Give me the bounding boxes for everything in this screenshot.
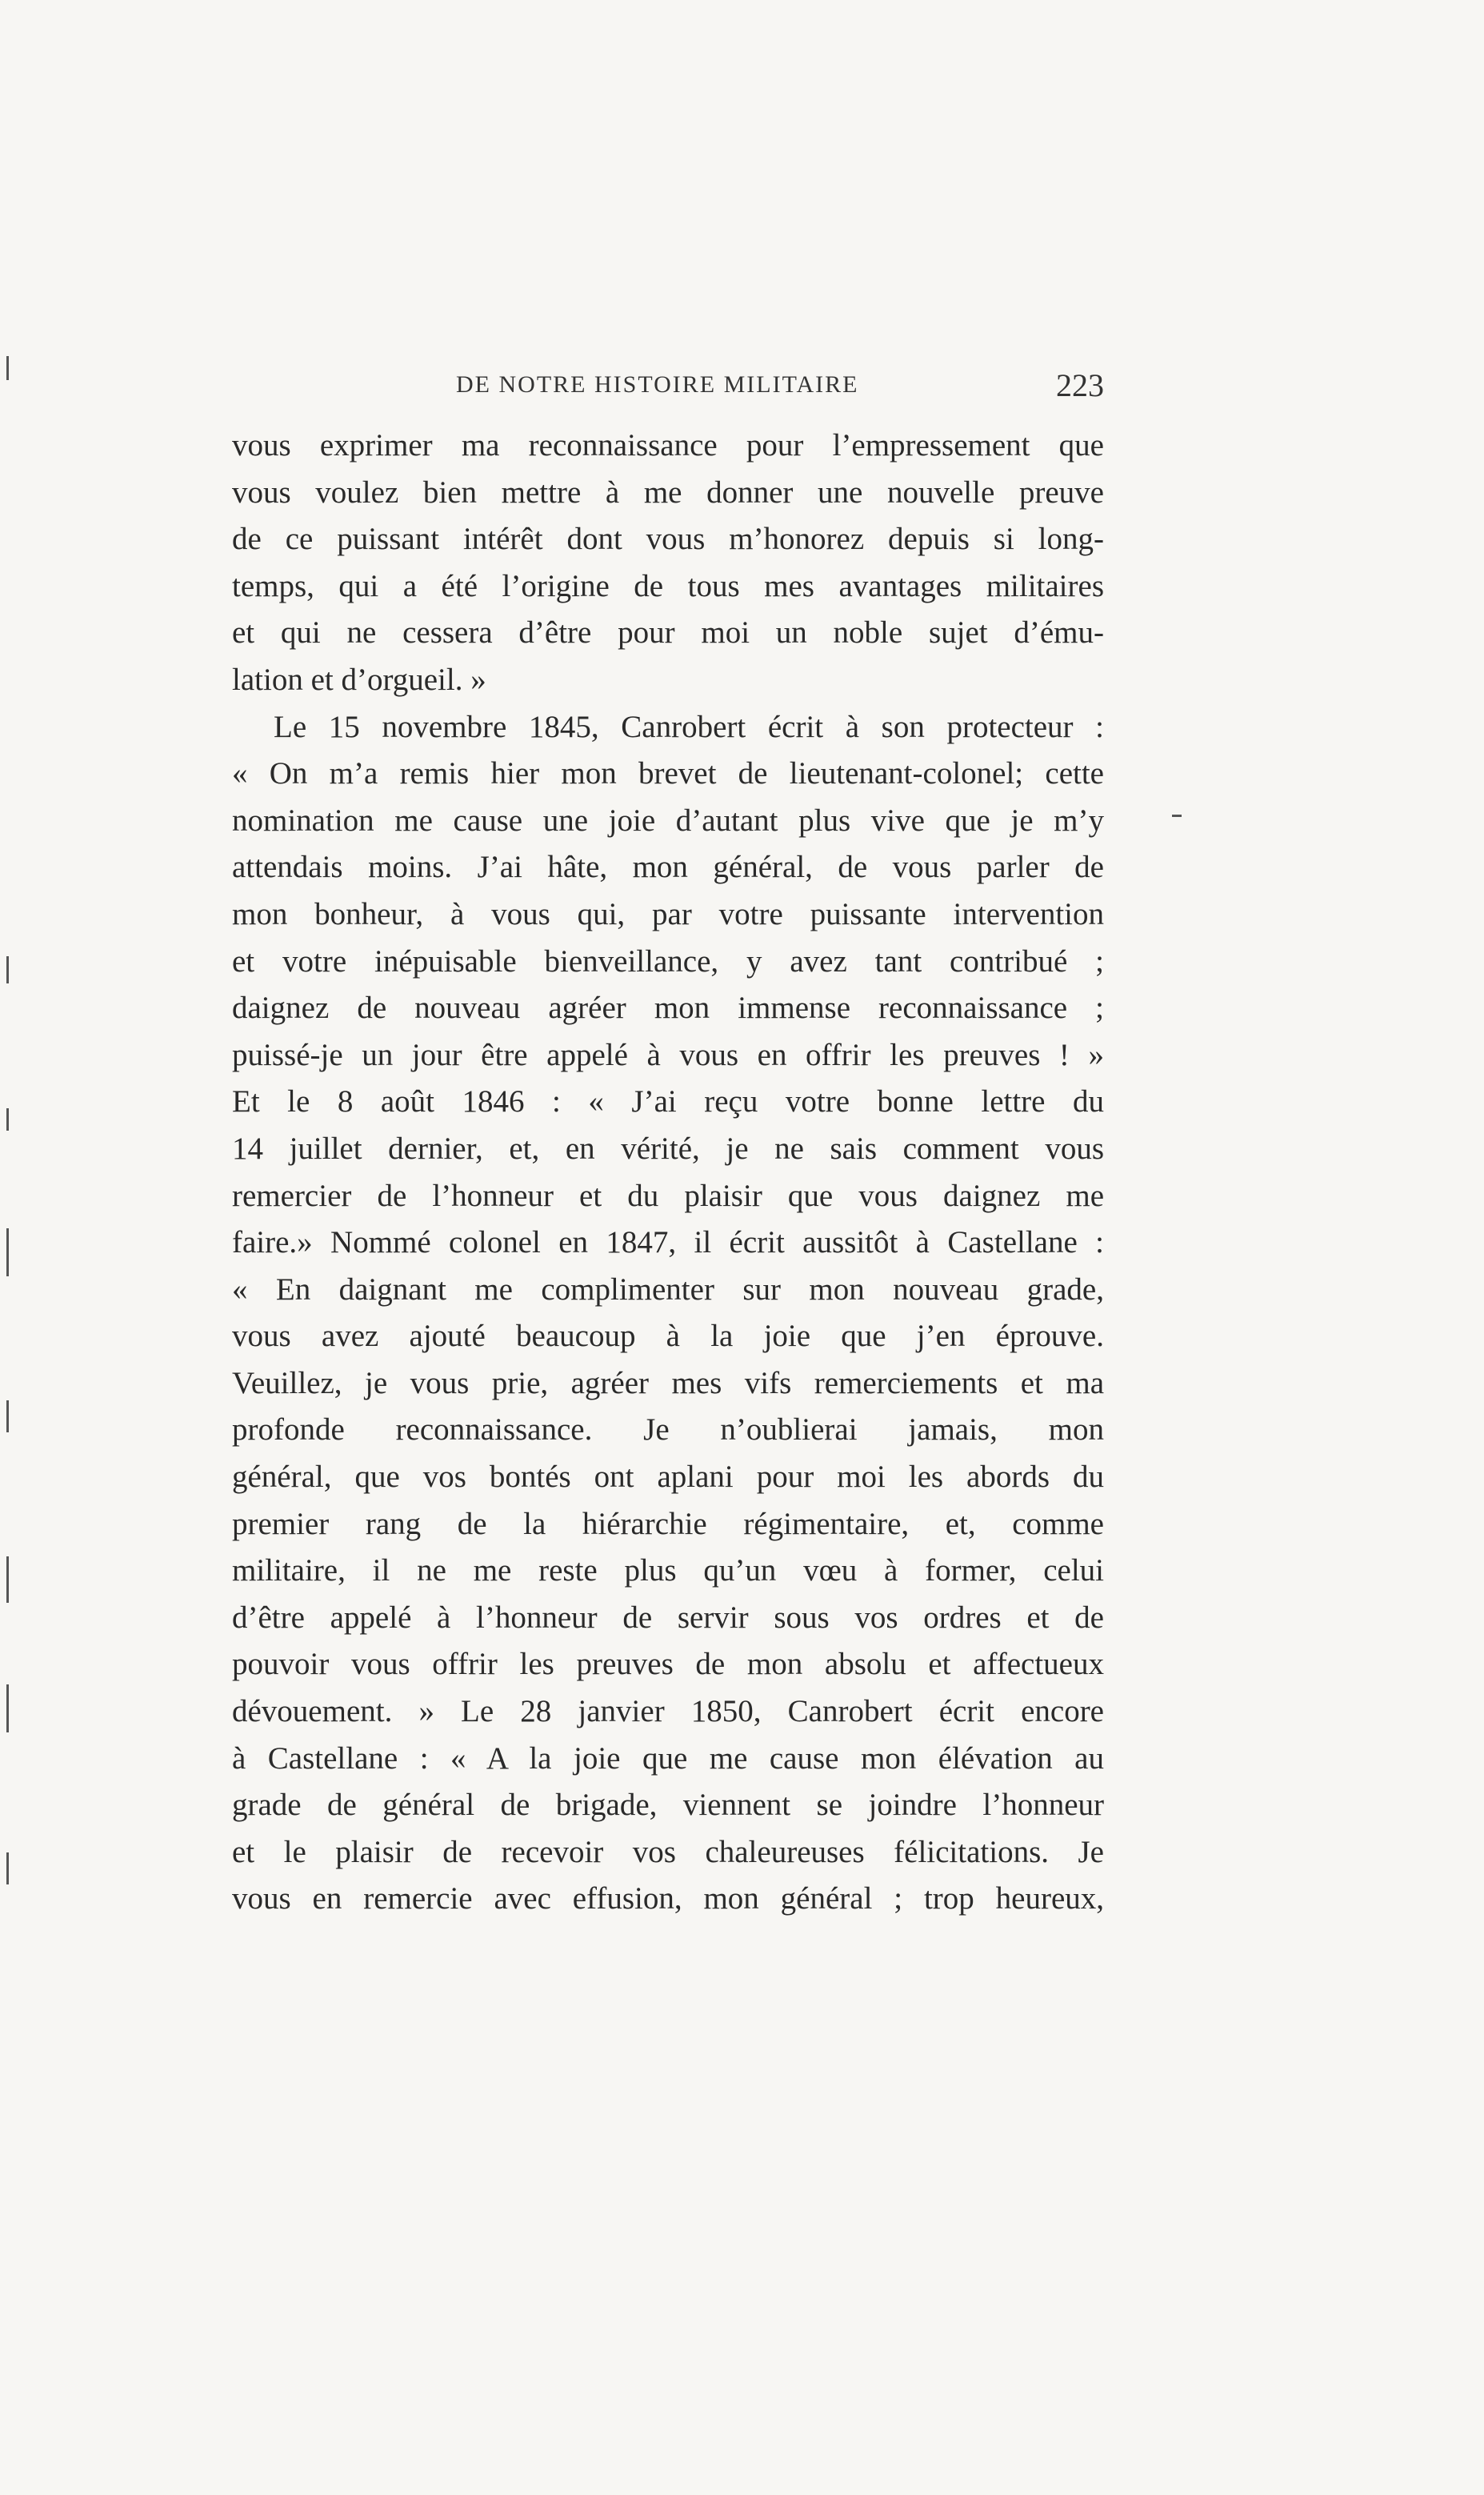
text-line: vous avez ajouté beaucoup à la joie que j’en éprouve. bbox=[232, 1319, 1104, 1354]
text-line: profonde reconnaissance. Je n’oublierai jamais, mon bbox=[232, 1412, 1104, 1448]
scan-artifact bbox=[6, 1400, 9, 1432]
text-line: attendais moins. J’ai hâte, mon général, de vous parler de bbox=[232, 850, 1104, 885]
text-line: vous exprimer ma reconnaissance pour l’empressement que bbox=[232, 428, 1104, 463]
text-line: militaire, il ne me reste plus qu’un vœu à former, celui bbox=[232, 1553, 1104, 1588]
scan-artifact bbox=[6, 1852, 9, 1884]
text-line: lation et d’orgueil. » bbox=[232, 662, 486, 697]
text-line: Et le 8 août 1846 : « J’ai reçu votre bonne lettre du bbox=[232, 1084, 1104, 1119]
scan-artifact bbox=[6, 1556, 9, 1603]
text-line: vous voulez bien mettre à me donner une nouvelle preuve bbox=[232, 475, 1104, 510]
text-line: et votre inépuisable bienveillance, y avez tant contribué ; bbox=[232, 943, 1104, 979]
scan-artifact bbox=[6, 1684, 9, 1732]
paragraph-start-line: Le 15 novembre 1845, Canrobert écrit à son protecteur : bbox=[274, 709, 1104, 744]
text-line: 14 juillet dernier, et, en vérité, je ne sais comment vous bbox=[232, 1131, 1104, 1166]
text-line: daignez de nouveau agréer mon immense reconnaissance ; bbox=[232, 991, 1104, 1026]
text-line: dévouement. » Le 28 janvier 1850, Canrobert écrit encore bbox=[232, 1694, 1104, 1729]
text-line: puissé-je un jour être appelé à vous en offrir les preuves ! » bbox=[232, 1037, 1104, 1072]
text-line: « On m’a remis hier mon brevet de lieutenant-colonel; cette bbox=[232, 756, 1104, 791]
scan-artifact bbox=[6, 1108, 9, 1131]
scan-artifact bbox=[1172, 815, 1182, 817]
text-line: général, que vos bontés ont aplani pour moi les abords du bbox=[232, 1460, 1104, 1495]
text-line: et qui ne cessera d’être pour moi un noble sujet d’ému- bbox=[232, 615, 1104, 651]
text-line: faire.» Nommé colonel en 1847, il écrit aussitôt à Castellane : bbox=[232, 1225, 1104, 1260]
scan-artifact bbox=[6, 1228, 9, 1276]
text-line: de ce puissant intérêt dont vous m’honorez depuis si long- bbox=[232, 522, 1104, 557]
text-line: premier rang de la hiérarchie régimentaire, et, comme bbox=[232, 1506, 1104, 1541]
text-line: vous en remercie avec effusion, mon général ; trop heureux, bbox=[232, 1881, 1104, 1916]
text-line: pouvoir vous offrir les preuves de mon absolu et affectueux bbox=[232, 1647, 1104, 1682]
running-head bbox=[232, 366, 1104, 414]
text-line: Veuillez, je vous prie, agréer mes vifs remerciements et ma bbox=[232, 1365, 1104, 1400]
text-line: et le plaisir de recevoir vos chaleureuses félicitations. Je bbox=[232, 1834, 1104, 1869]
text-line: mon bonheur, à vous qui, par votre puissante intervention bbox=[232, 896, 1104, 931]
scan-artifact bbox=[6, 956, 9, 983]
running-title: DE NOTRE HISTOIRE MILITAIRE bbox=[456, 371, 859, 398]
text-line: nomination me cause une joie d’autant plus vive que je m’y bbox=[232, 803, 1104, 838]
text-line: grade de général de brigade, viennent se joindre l’honneur bbox=[232, 1788, 1104, 1823]
scan-artifact bbox=[6, 356, 9, 380]
body-text bbox=[232, 423, 1104, 1923]
text-line: à Castellane : « A la joie que me cause mon élévation au bbox=[232, 1740, 1104, 1776]
text-line: « En daignant me complimenter sur mon nouveau grade, bbox=[232, 1272, 1104, 1307]
text-line: remercier de l’honneur et du plaisir que vous daignez me bbox=[232, 1178, 1104, 1213]
page-number: 223 bbox=[1056, 367, 1104, 403]
text-line: temps, qui a été l’origine de tous mes avantages militaires bbox=[232, 568, 1104, 603]
text-line: d’être appelé à l’honneur de servir sous vos ordres et de bbox=[232, 1600, 1104, 1635]
